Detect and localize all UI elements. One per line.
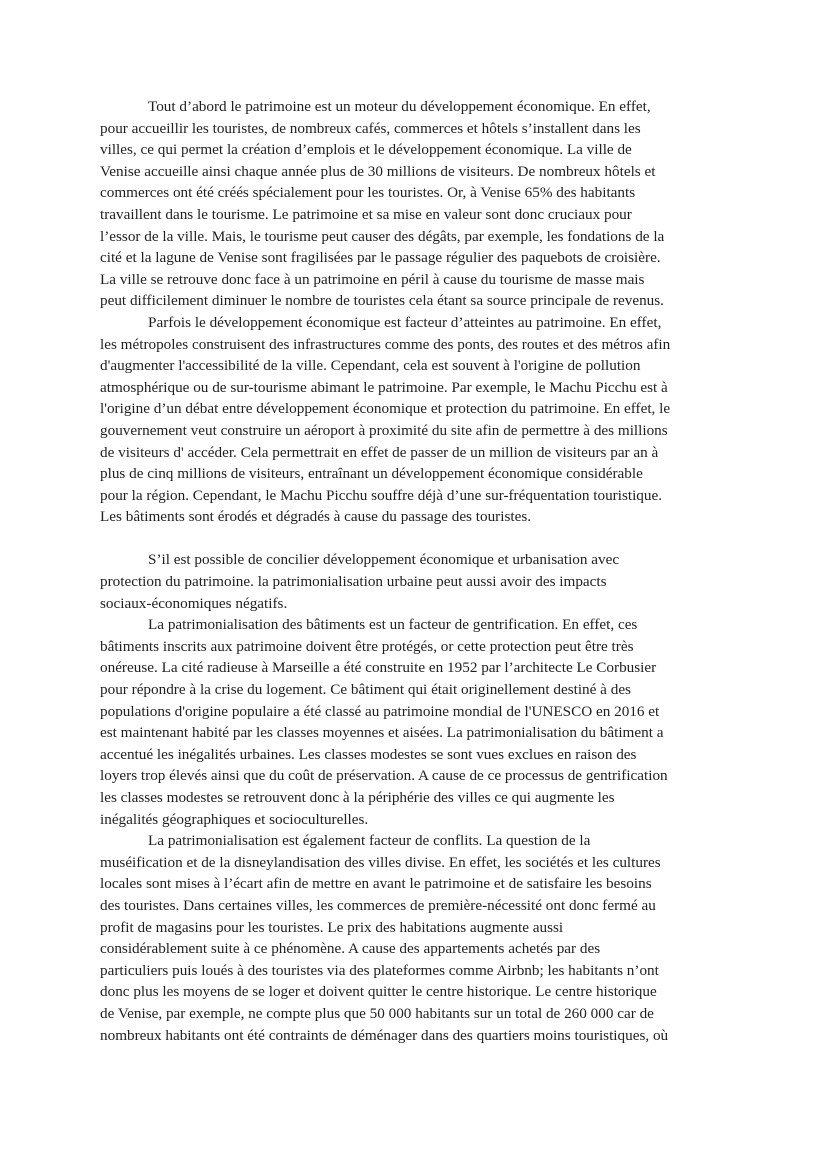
text-line: villes, ce qui permet la création d’emplois et le développement économique. La ville de (100, 141, 632, 159)
paragraph-5 (100, 830, 728, 1046)
text-line: l’essor de la ville. Mais, le tourisme peut causer des dégâts, par exemple, les fondations de la (100, 227, 665, 245)
text-line: considérablement suite à ce phénomène. A cause des appartements achetés par des (100, 940, 601, 958)
text-line: nombreux habitants ont été contraints de déménager dans des quartiers moins touristiques, où (100, 1026, 669, 1044)
text-line: protection du patrimoine. la patrimonialisation urbaine peut aussi avoir des impacts (100, 573, 607, 591)
text-line: particuliers puis loués à des touristes via des plateformes comme Airbnb; les habitants n’ont (100, 961, 659, 979)
text-line: d'augmenter l'accessibilité de la ville. Cependant, cela est souvent à l'origine de pollution (100, 357, 641, 375)
text-line: plus de cinq millions de visiteurs, entraînant un développement économique considérable (100, 465, 643, 483)
text-line: profit de magasins pour les touristes. Le prix des habitations augmente aussi (100, 918, 564, 936)
text-line: locales sont mises à l’écart afin de mettre en avant le patrimoine et de satisfaire les besoins (100, 875, 652, 893)
text-line: les métropoles construisent des infrastructures comme des ponts, des routes et des métros afin (100, 335, 671, 353)
paragraph-3 (100, 549, 728, 614)
text-line: La ville se retrouve donc face à un patrimoine en péril à cause du tourisme de masse mais (100, 270, 645, 288)
text-line: peut difficilement diminuer le nombre de touristes cela étant sa source principale de revenus. (100, 292, 664, 310)
paragraph-gap (100, 528, 728, 550)
text-line: accentué les inégalités urbaines. Les classes modestes se sont vues exclues en raison des (100, 745, 637, 763)
text-line: donc plus les moyens de se loger et doivent quitter le centre historique. Le centre historique (100, 983, 657, 1001)
text-line: pour la région. Cependant, le Machu Picchu souffre déjà d’une sur-fréquentation touristique. (100, 486, 663, 504)
text-line: l'origine d’un débat entre développement économique et protection du patrimoine. En effet, le (100, 400, 671, 418)
text-line: La patrimonialisation est également facteur de conflits. La question de la (148, 832, 591, 850)
text-line: atmosphérique ou de sur-tourisme abimant le patrimoine. Par exemple, le Machu Picchu est à (100, 378, 668, 396)
text-line: inégalités géographiques et socioculturelles. (100, 810, 369, 828)
text-line: pour répondre à la crise du logement. Ce bâtiment qui était originellement destiné à des (100, 681, 631, 699)
text-line: onéreuse. La cité radieuse à Marseille a été construite en 1952 par l’architecte Le Corbusier (100, 659, 657, 677)
text-line: travaillent dans le tourisme. Le patrimoine et sa mise en valeur sont donc cruciaux pour (100, 205, 632, 223)
paragraph-2 (100, 312, 728, 528)
text-line: loyers trop élevés ainsi que du coût de préservation. A cause de ce processus de gentrification (100, 767, 668, 785)
text-line: bâtiments inscrits aux patrimoine doivent être protégés, or cette protection peut être très (100, 637, 634, 655)
text-line: sociaux-économiques négatifs. (100, 594, 288, 612)
text-line: commerces ont été créés spécialement pour les touristes. Or, à Venise 65% des habitants (100, 184, 636, 202)
paragraph-4 (100, 614, 728, 830)
text-line: Parfois le développement économique est facteur d’atteintes au patrimoine. En effet, (148, 313, 662, 331)
text-line: Tout d’abord le patrimoine est un moteur du développement économique. En effet, (148, 98, 651, 115)
text-line: cité et la lagune de Venise sont fragilisées par le passage régulier des paquebots de croisière. (100, 249, 661, 267)
text-line: S’il est possible de concilier développement économique et urbanisation avec (148, 551, 620, 569)
text-line: des touristes. Dans certaines villes, les commerces de première-nécessité ont donc fermé au (100, 896, 656, 914)
text-line: populations d'origine populaire a été classé au patrimoine mondial de l'UNESCO en 2016 et (100, 702, 660, 720)
text-line: La patrimonialisation des bâtiments est un facteur de gentrification. En effet, ces (148, 616, 638, 634)
document-page (100, 96, 728, 1046)
text-line: de Venise, par exemple, ne compte plus que 50 000 habitants sur un total de 260 000 car de (100, 1004, 654, 1022)
text-line: est maintenant habité par les classes moyennes et aisées. La patrimonialisation du bâtiment a (100, 724, 664, 742)
text-line: Les bâtiments sont érodés et dégradés à cause du passage des touristes. (100, 508, 532, 526)
text-line: les classes modestes se retrouvent donc à la périphérie des villes ce qui augmente les (100, 789, 615, 806)
text-line: pour accueillir les touristes, de nombreux cafés, commerces et hôtels s’installent dans les (100, 119, 641, 137)
text-line: muséification et de la disneylandisation des villes divise. En effet, les sociétés et les cultures (100, 853, 661, 871)
text-line: Venise accueille ainsi chaque année plus de 30 millions de visiteurs. De nombreux hôtels et (100, 162, 656, 180)
text-line: de visiteurs d' accéder. Cela permettrait en effet de passer de un million de visiteurs par an à (100, 443, 659, 461)
paragraph-1 (100, 96, 728, 312)
text-line: gouvernement veut construire un aéroport à proximité du site afin de permettre à des millions (100, 421, 668, 439)
